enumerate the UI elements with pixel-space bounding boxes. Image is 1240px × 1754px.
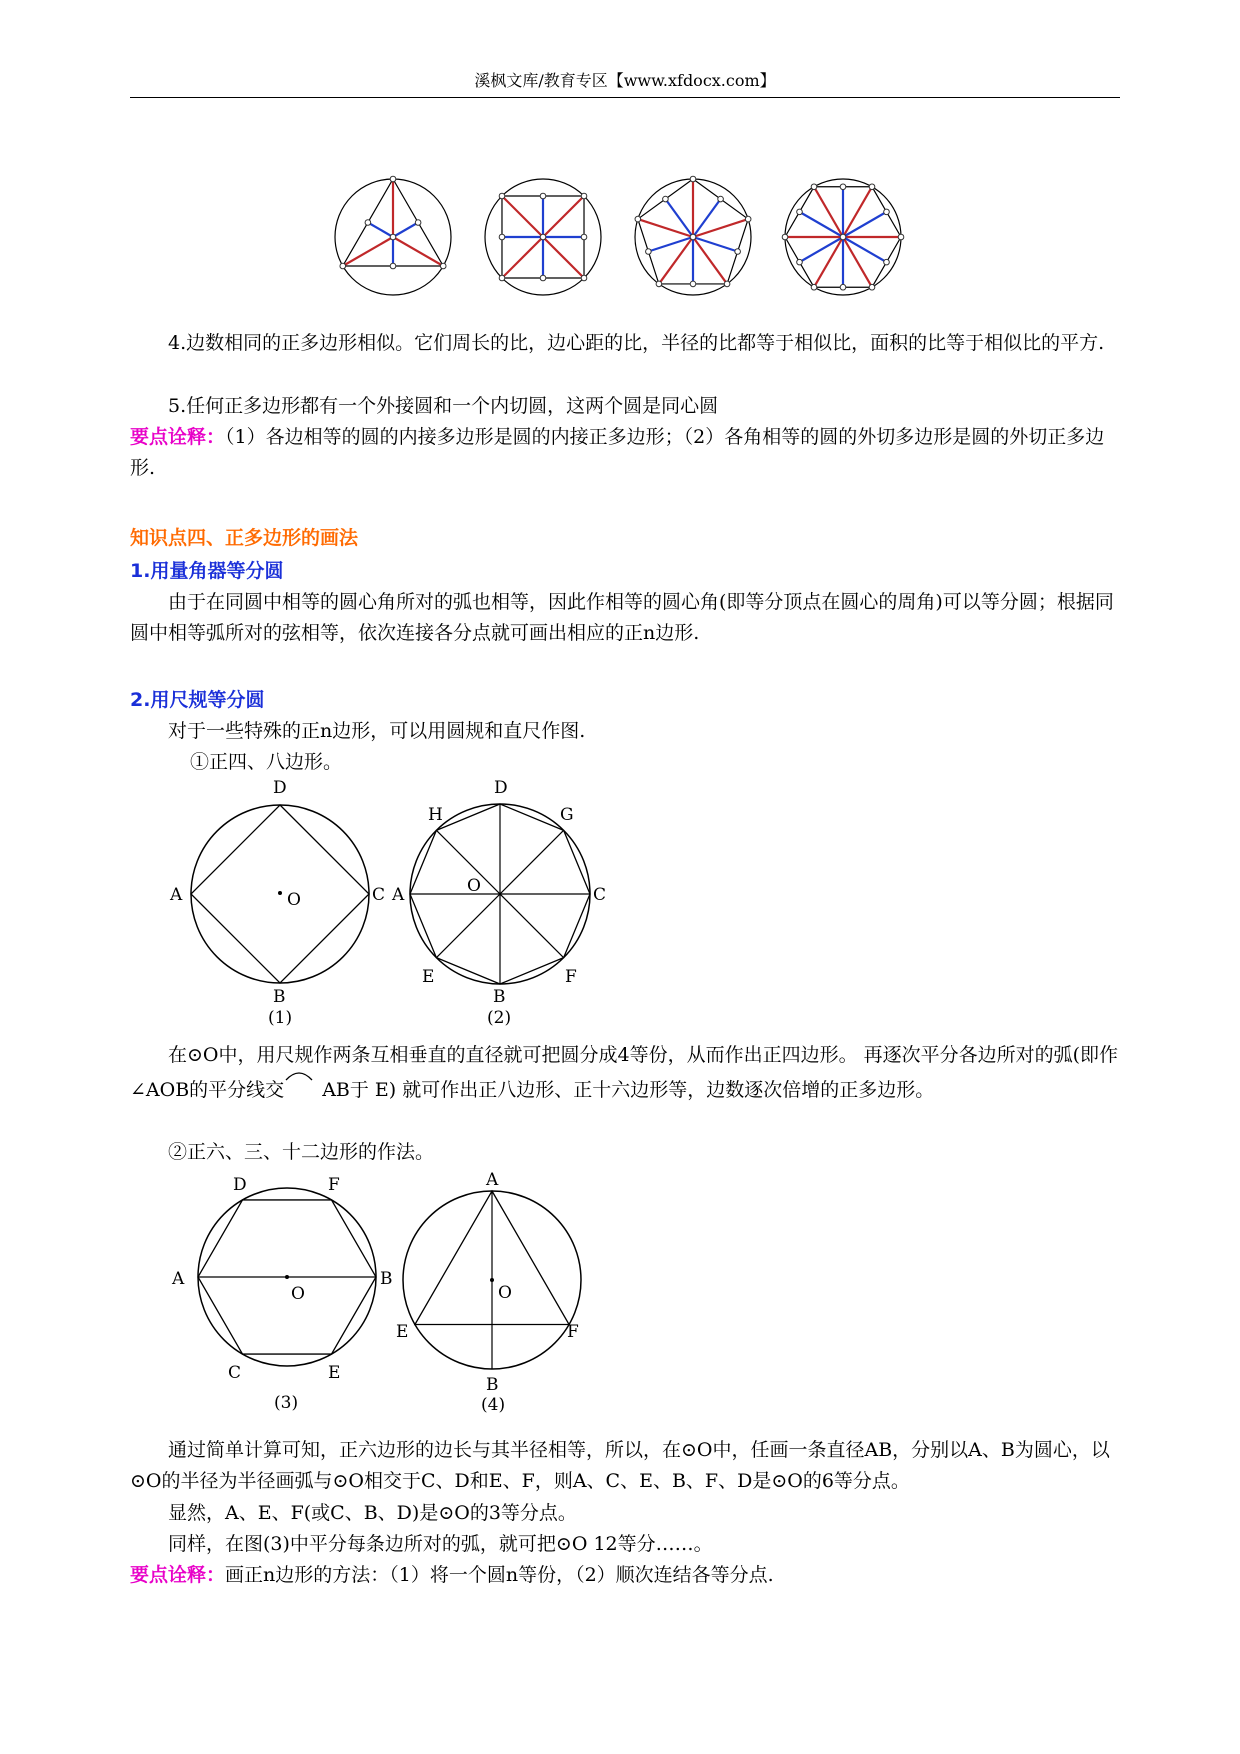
page-header: 溪枫文库/教育专区【www.xfdocx.com】 [474, 71, 776, 90]
vertex-dot [499, 275, 505, 281]
midpoint-dot [884, 259, 890, 265]
apothem-line [368, 223, 393, 238]
midpoint-dot [884, 209, 890, 215]
radius-line [543, 196, 584, 237]
vertex-dot [499, 193, 505, 199]
vertex-dot [811, 184, 817, 190]
subsection-2: 2.用尺规等分圆 [130, 689, 265, 711]
key-label: 要点诠释： [130, 426, 226, 448]
subsection-1: 1.用量角器等分圆 [130, 560, 284, 582]
figure-3 [171, 1175, 393, 1413]
midpoint-dot [718, 196, 724, 202]
polygon-figure-group [335, 176, 904, 295]
para-a-end: 于 E) 就可作出正八边形、正十六边形等，边数逐次倍增的正多边形。 [349, 1079, 935, 1101]
fig3-label-F: F [328, 1175, 340, 1195]
midpoint-dot [365, 220, 371, 226]
fig2-label-H: H [428, 805, 443, 825]
vertex-dot [724, 281, 730, 287]
fig4-label-F: F [567, 1322, 579, 1342]
vertex-dot [782, 234, 788, 240]
fig2-label-E: E [422, 967, 435, 987]
radius-line [502, 196, 543, 237]
vertex-dot [440, 263, 446, 269]
fig4-label-B: B [486, 1375, 499, 1395]
key-point-2 [130, 1560, 1120, 1591]
item-2: ②正六、三、十二边形的作法。 [168, 1141, 435, 1163]
fig3-label-C: C [228, 1363, 242, 1383]
apothem-line [648, 237, 693, 252]
figure-2 [391, 778, 606, 1028]
vertex-dot [745, 216, 751, 222]
midpoint-dot [499, 234, 505, 240]
radius-line [693, 237, 727, 284]
center-dot [540, 234, 546, 240]
vertex-dot [898, 234, 904, 240]
vertex-dot [635, 216, 641, 222]
subsection-2-text: 对于一些特殊的正n边形，可以用圆规和直尺作图. [168, 720, 586, 742]
header-rule [130, 97, 1120, 98]
apothem-line [393, 223, 418, 238]
vertex-dot [340, 263, 346, 269]
midpoint-dot [840, 184, 846, 190]
para-c: 显然，A、E、F(或C、B、D)是⊙O的3等分点。 [168, 1502, 577, 1524]
midpoint-dot [840, 284, 846, 290]
para-d: 同样，在图(3)中平分每条边所对的弧，就可把⊙O 12等分……。 [168, 1533, 713, 1555]
fig4-label-A: A [486, 1170, 499, 1190]
center-dot [285, 1275, 289, 1279]
midpoint-dot [646, 249, 652, 255]
fig1-label-O: O [287, 890, 301, 910]
radius-line [693, 219, 748, 237]
fig3-label-D: D [233, 1175, 247, 1195]
center-dot [390, 234, 396, 240]
para-a [130, 1040, 1120, 1106]
section-title: 知识点四、正多边形的画法 [130, 527, 359, 549]
midpoint-dot [797, 209, 803, 215]
fig3-label-E: E [328, 1363, 341, 1383]
fig2-label-F: F [565, 967, 577, 987]
arc-ab-label: AB [322, 1079, 350, 1101]
para-b: 通过简单计算可知，正六边形的边长与其半径相等，所以，在⊙O中，任画一条直径AB，分别以A、B为圆心，以⊙O的半径为半径画弧与⊙O相交于C、D和E、F，则A、C、E、B、F、D是⊙O的6等分点。 [130, 1439, 1110, 1492]
apothem-line [665, 199, 693, 237]
figures-3-4 [160, 1160, 620, 1415]
fig2-label-A: A [392, 885, 405, 905]
fig4-label-O: O [498, 1283, 512, 1303]
para-5: 5.任何正多边形都有一个外接圆和一个内切圆，这两个圆是同心圆 [168, 395, 719, 417]
subsection-1-text: 由于在同圆中相等的圆心角所对的弧也相等，因此作相等的圆心角(即等分顶点在圆心的周角)可以等分圆；根据同圆中相等弧所对的弦相等，依次连接各分点就可画出相应的正n边形. [130, 591, 1114, 644]
midpoint-dot [390, 263, 396, 269]
apothem-line [693, 237, 738, 252]
fig2-label-G: G [560, 805, 574, 825]
radius-line [638, 219, 693, 237]
midpoint-dot [663, 196, 669, 202]
vertex-dot [656, 281, 662, 287]
para-4: 4.边数相同的正多边形相似。它们周长的比，边心距的比，半径的比都等于相似比，面积的比等于相似比的平方. [168, 332, 1105, 354]
para-a-text: 在⊙O中，用尺规作两条互相垂直的直径就可把圆分成4等份，从而作出正四边形。 再逐次平分各边所对的弧(即作∠AOB的平分线交 [130, 1044, 1119, 1101]
fig3-label-A: A [172, 1269, 185, 1289]
midpoint-dot [415, 220, 421, 226]
vertex-dot [581, 193, 587, 199]
midpoint-dot [540, 275, 546, 281]
fig4-label-E: E [396, 1322, 409, 1342]
figures-1-2 [160, 775, 640, 1030]
midpoint-dot [540, 193, 546, 199]
vertex-dot [811, 284, 817, 290]
midpoint-dot [797, 259, 803, 265]
fig2-label-C: C [593, 885, 607, 905]
vertex-dot [869, 184, 875, 190]
fig3-caption: (3) [274, 1393, 299, 1413]
radius-line [393, 237, 443, 266]
fig2-label-O: O [467, 876, 481, 896]
center-dot [690, 234, 696, 240]
center-dot [490, 1278, 494, 1282]
fig1-label-A: A [170, 885, 183, 905]
item-1: ①正四、八边形。 [190, 751, 343, 773]
fig1-label-C: C [372, 885, 386, 905]
midpoint-dot [735, 249, 741, 255]
fig2-caption: (2) [487, 1008, 512, 1028]
apothem-line [693, 199, 721, 237]
radius-line [543, 237, 584, 278]
fig2-label-B: B [493, 987, 506, 1007]
arc-ab [284, 1071, 350, 1106]
key-text: （1）各边相等的圆的内接多边形是圆的内接正多边形；（2）各角相等的圆的外切多边形是圆的外切正多边形. [130, 426, 1105, 479]
key-text-2: 画正n边形的方法：（1）将一个圆n等份，（2）顺次连结各等分点. [225, 1564, 774, 1586]
fig3-label-B: B [380, 1269, 393, 1289]
vertex-dot [869, 284, 875, 290]
fig4-caption: (4) [481, 1395, 506, 1415]
fig1-label-D: D [273, 778, 287, 798]
midpoint-dot [581, 234, 587, 240]
vertex-dot [581, 275, 587, 281]
key-point-1 [130, 422, 1120, 484]
polygon-figures [300, 165, 960, 310]
figure-1 [169, 778, 385, 1028]
vertex-dot [390, 176, 396, 182]
figure-4 [396, 1170, 581, 1415]
radius-line [659, 237, 693, 284]
radius-line [343, 237, 393, 266]
fig1-label-B: B [273, 987, 286, 1007]
radius-line [502, 237, 543, 278]
fig3-label-O: O [291, 1284, 305, 1304]
fig2-label-D: D [494, 778, 508, 798]
key-label-2: 要点诠释： [130, 1564, 226, 1586]
center-dot [840, 234, 846, 240]
midpoint-dot [690, 281, 696, 287]
fig1-caption: (1) [268, 1008, 293, 1028]
vertex-dot [690, 176, 696, 182]
